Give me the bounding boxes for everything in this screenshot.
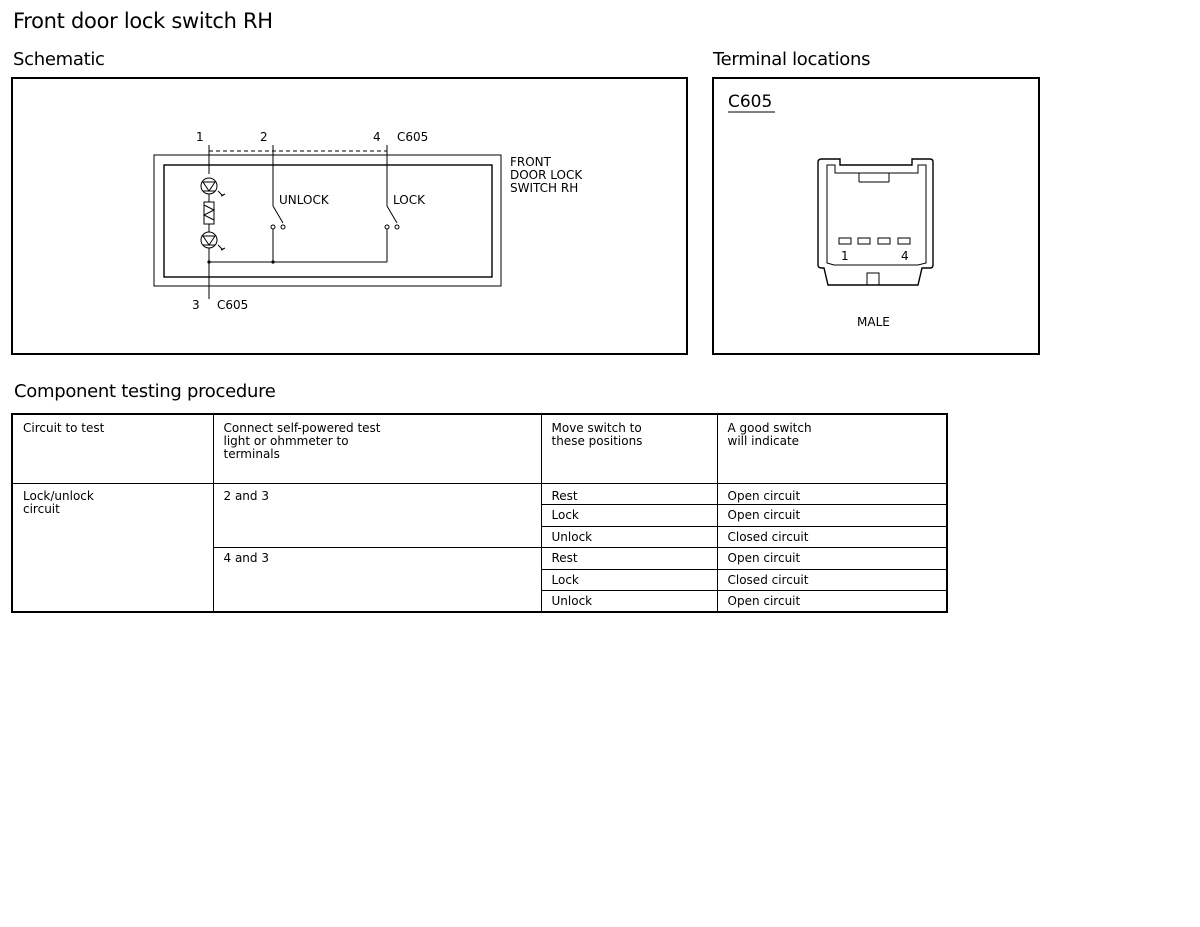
connector-id-label: C605 xyxy=(728,92,773,112)
procedure-table xyxy=(11,413,948,613)
table-row xyxy=(12,483,947,505)
schematic-heading: Schematic xyxy=(13,49,105,70)
position-cell: Rest xyxy=(541,483,717,505)
component-label-line3: SWITCH RH xyxy=(510,181,579,195)
component-label-line2: DOOR LOCK xyxy=(510,168,583,182)
schematic-diagram xyxy=(13,79,686,353)
terminal-pin-4-label: 4 xyxy=(901,249,909,263)
page-title: Front door lock switch RH xyxy=(13,9,273,33)
result-cell: Closed circuit xyxy=(717,526,947,548)
position-cell: Unlock xyxy=(541,591,717,613)
header-terminals: Connect self-powered test light or ohmmeter to terminals xyxy=(213,414,541,483)
result-cell: Open circuit xyxy=(717,505,947,527)
position-cell: Lock xyxy=(541,569,717,591)
terminals-cell: 4 and 3 xyxy=(213,548,541,613)
pin-2-label: 2 xyxy=(260,130,268,144)
connector-top-label: C605 xyxy=(397,130,429,144)
header-positions: Move switch to these positions xyxy=(541,414,717,483)
header-indication: A good switch will indicate xyxy=(717,414,947,483)
pin-4-label: 4 xyxy=(373,130,381,144)
connector-bottom-label: C605 xyxy=(217,298,249,312)
lock-switch-label: LOCK xyxy=(393,193,425,207)
circuit-cell: Lock/unlock circuit xyxy=(12,483,213,612)
result-cell: Open circuit xyxy=(717,548,947,570)
terminal-heading: Terminal locations xyxy=(713,49,871,70)
table-header-row xyxy=(12,414,947,483)
connector-diagram xyxy=(714,79,1038,353)
pin-3-label: 3 xyxy=(192,298,200,312)
result-cell: Closed circuit xyxy=(717,569,947,591)
position-cell: Lock xyxy=(541,505,717,527)
terminal-panel xyxy=(712,77,1040,355)
position-cell: Rest xyxy=(541,548,717,570)
header-circuit: Circuit to test xyxy=(12,414,213,483)
result-cell: Open circuit xyxy=(717,483,947,505)
component-label-line1: FRONT xyxy=(510,155,551,169)
position-cell: Unlock xyxy=(541,526,717,548)
unlock-switch-label: UNLOCK xyxy=(279,193,329,207)
procedure-heading: Component testing procedure xyxy=(14,381,276,402)
pin-1-label: 1 xyxy=(196,130,204,144)
terminal-pin-1-label: 1 xyxy=(841,249,849,263)
schematic-panel xyxy=(11,77,688,355)
terminals-cell: 2 and 3 xyxy=(213,483,541,548)
connector-gender-label: MALE xyxy=(857,315,890,329)
result-cell: Open circuit xyxy=(717,591,947,613)
